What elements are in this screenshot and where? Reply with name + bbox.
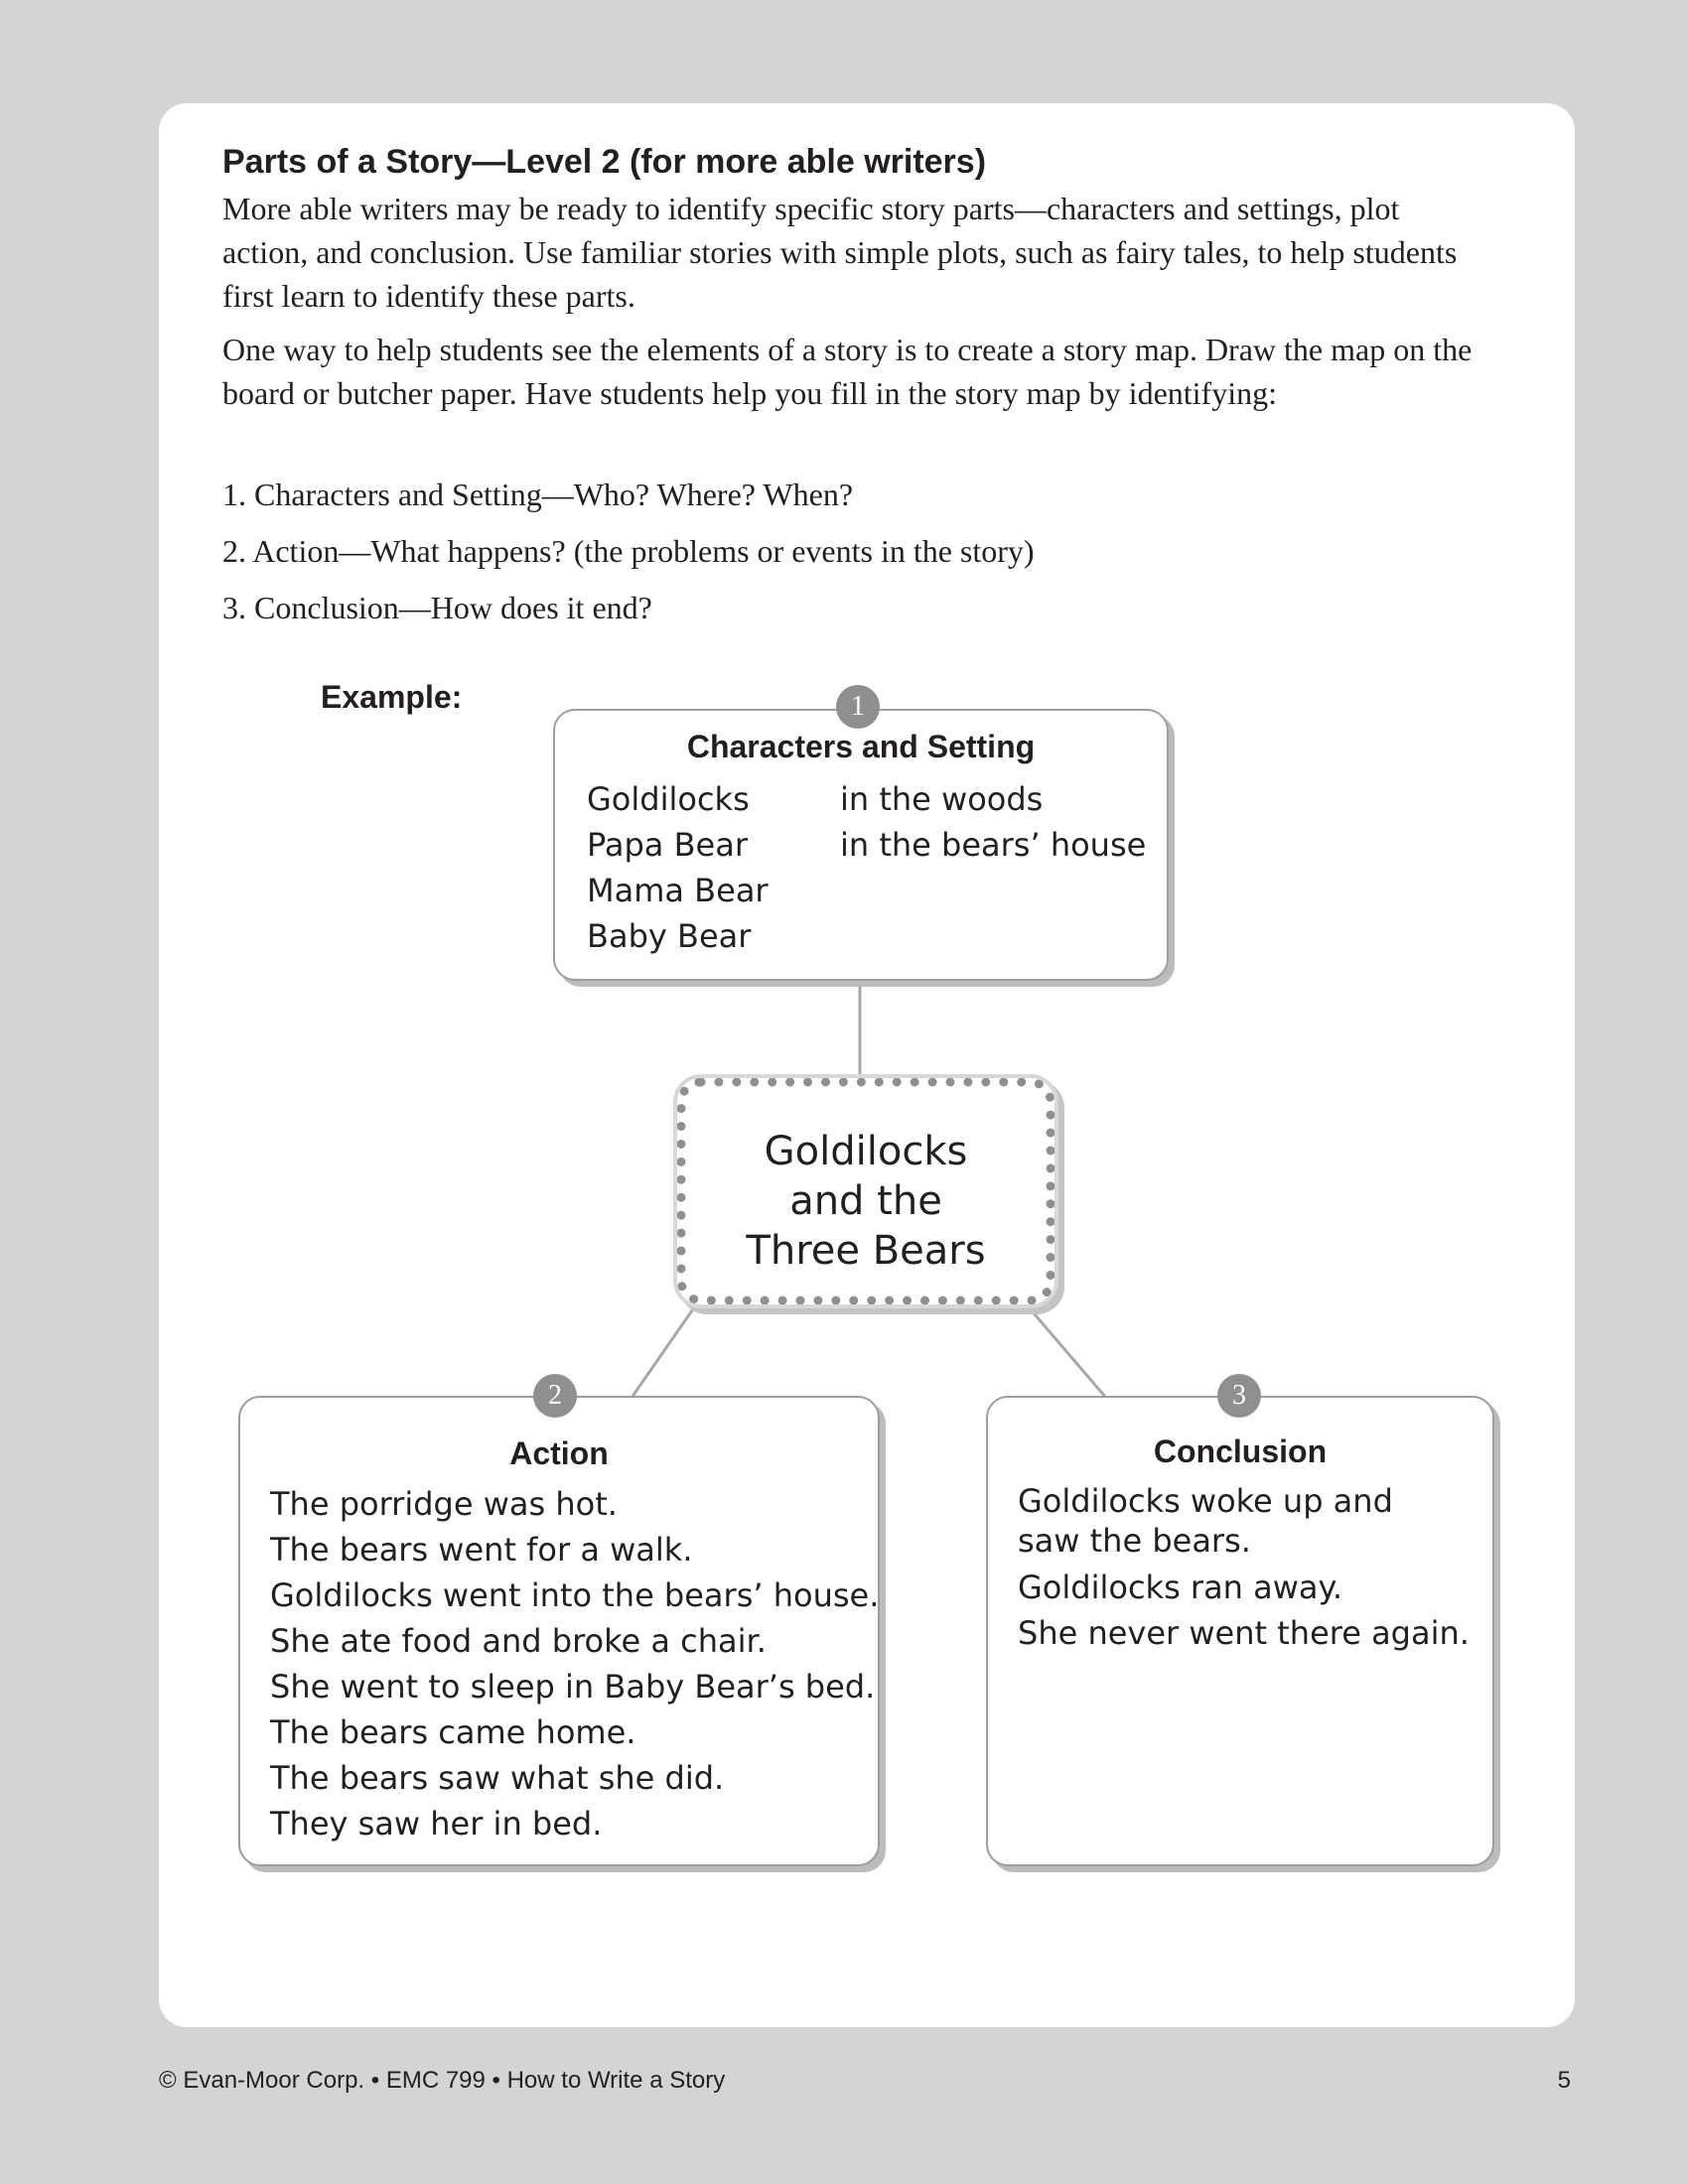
characters-setting-box — [553, 709, 1169, 981]
conclusion-item: saw the bears. — [1018, 1522, 1251, 1560]
action-item: The porridge was hot. — [270, 1485, 618, 1523]
list-item-characters: 1. Characters and Setting—Who? Where? When? — [222, 477, 854, 512]
list-item-conclusion: 3. Conclusion—How does it end? — [222, 590, 652, 625]
action-title: Action — [509, 1435, 609, 1471]
characters-list — [587, 776, 769, 959]
story-title-line: and the — [789, 1178, 942, 1224]
action-item: They saw her in bed. — [270, 1805, 603, 1843]
conclusion-item: Goldilocks woke up and — [1018, 1482, 1393, 1520]
story-title — [686, 1127, 1046, 1276]
action-box — [238, 1396, 880, 1866]
intro-paragraph: More able writers may be ready to identify specific story parts—characters and settings, plot action, and conclusion. Use familiar stories with simple plots, such as fairy tales, to help students first learn to identify these parts. — [222, 191, 1458, 314]
section-heading: Parts of a Story—Level 2 (for more able writers) — [222, 143, 987, 181]
settings-list — [840, 776, 1146, 868]
story-map-paragraph: One way to help students see the elements of a story is to create a story map. Draw the map on the board or butcher paper. Have students help you fill in the story map by identifying: — [222, 332, 1473, 411]
action-item: She went to sleep in Baby Bear’s bed. — [270, 1668, 876, 1706]
number-badge-1: 1 — [836, 685, 880, 729]
conclusion-title: Conclusion — [1153, 1433, 1328, 1469]
footer-copyright: © Evan-Moor Corp. • EMC 799 • How to Write a Story — [159, 2067, 726, 2094]
story-title-line: Goldilocks — [764, 1129, 968, 1174]
action-item: The bears went for a walk. — [270, 1531, 693, 1569]
number-badge-2: 2 — [533, 1374, 577, 1418]
connector-right — [1023, 1300, 1106, 1398]
list-item-action: 2. Action—What happens? (the problems or events in the story) — [222, 533, 1035, 569]
story-title-box — [677, 1078, 1055, 1304]
action-item: Goldilocks went into the bears’ house. — [270, 1576, 880, 1614]
character-item: Mama Bear — [587, 872, 769, 909]
conclusion-item: She never went there again. — [1018, 1614, 1470, 1652]
character-item: Baby Bear — [587, 917, 752, 955]
setting-item: in the bears’ house — [840, 826, 1147, 864]
number-badge-3: 3 — [1217, 1374, 1261, 1418]
conclusion-item: Goldilocks ran away. — [1018, 1569, 1343, 1606]
character-item: Papa Bear — [587, 826, 748, 864]
story-title-line: Three Bears — [746, 1228, 986, 1274]
conclusion-list — [1018, 1481, 1470, 1656]
character-item: Goldilocks — [587, 780, 750, 818]
example-label: Example: — [321, 679, 463, 715]
action-item: She ate food and broke a chair. — [270, 1622, 767, 1660]
conclusion-box — [986, 1396, 1494, 1866]
page-number: 5 — [1557, 2067, 1571, 2094]
characters-setting-title: Characters and Setting — [686, 729, 1036, 764]
setting-item: in the woods — [840, 780, 1044, 818]
action-list — [270, 1481, 879, 1846]
connector-left — [632, 1300, 699, 1398]
action-item: The bears came home. — [270, 1713, 636, 1751]
action-item: The bears saw what she did. — [270, 1759, 725, 1797]
